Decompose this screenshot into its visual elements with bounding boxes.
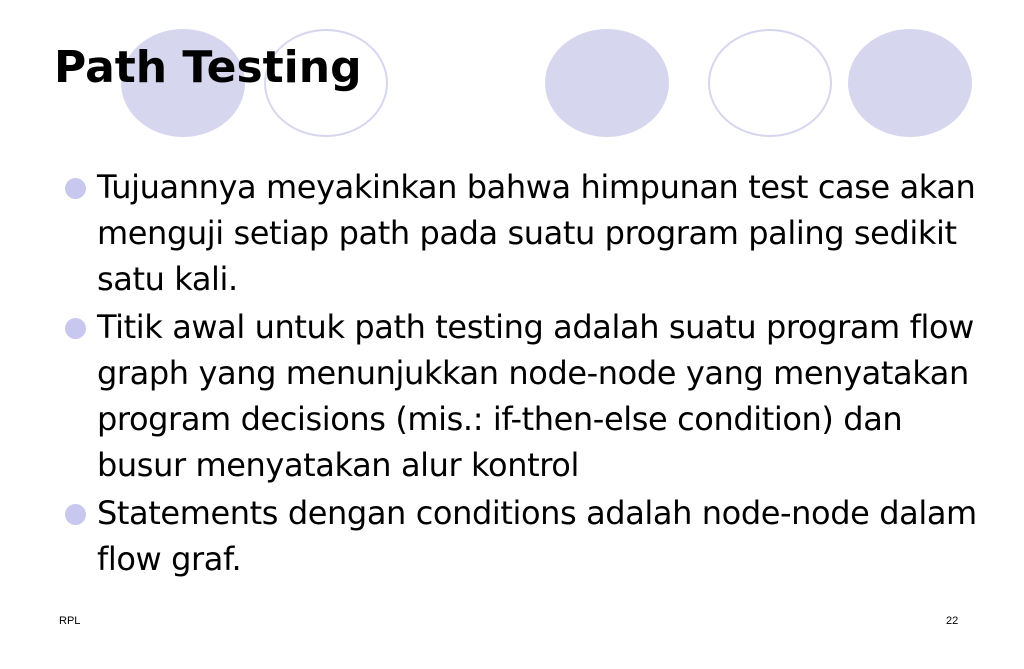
bullet-dot-icon (65, 504, 86, 525)
page-number: 22 (946, 615, 959, 627)
bullet-dot-icon (65, 318, 86, 339)
bullet-text: Titik awal untuk path testing adalah suatu program flow graph yang menunjukkan node-node yang menyatakan program decisions (mis.: if-then-else condition) dan busur menyatakan alur kontrol (97, 308, 974, 484)
bullet-text: Statements dengan conditions adalah node-node dalam flow graf. (97, 494, 977, 578)
slide-title: Path Testing (54, 42, 362, 93)
bullet-dot-icon (65, 178, 86, 199)
footer-label: RPL (59, 615, 81, 627)
decor-circle-filled-2 (545, 29, 669, 137)
decor-circle-filled-3 (848, 29, 972, 137)
bullet-text: Tujuannya meyakinkan bahwa himpunan test case akan menguji setiap path pada suatu program paling sedikit satu kali. (97, 168, 976, 298)
decor-circle-outline-2 (708, 29, 832, 137)
bullet-item (62, 304, 982, 488)
bullet-item (62, 164, 982, 302)
bullet-list (62, 164, 982, 584)
bullet-item (62, 490, 982, 582)
